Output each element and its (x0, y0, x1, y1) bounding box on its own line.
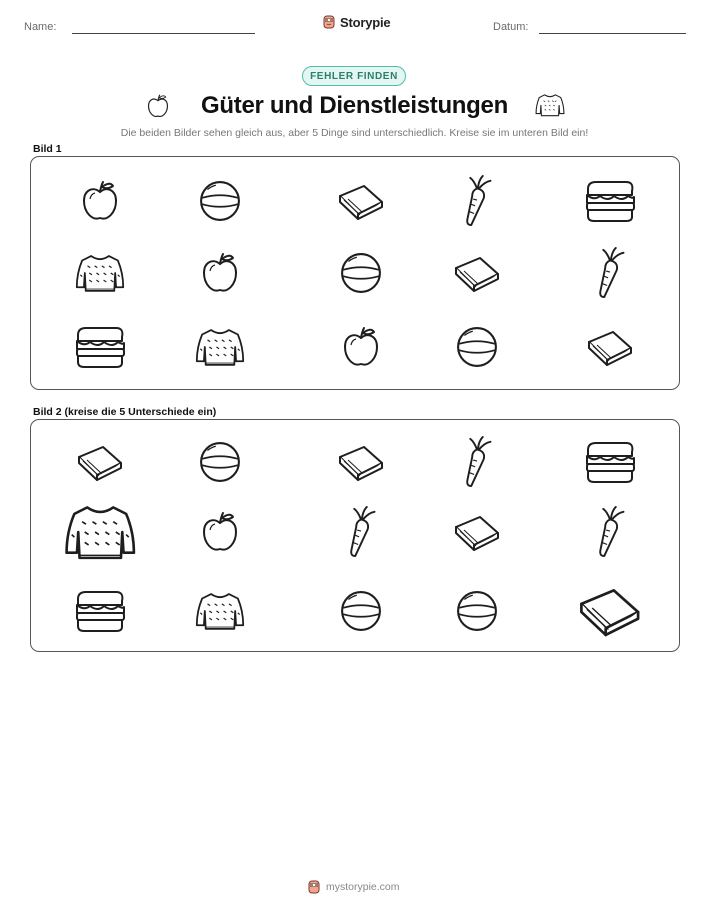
sweater-icon (75, 253, 125, 293)
apple-icon (200, 251, 240, 295)
book-icon[interactable] (336, 443, 386, 481)
sweater-icon[interactable] (64, 503, 137, 561)
carrot-icon[interactable] (460, 436, 494, 488)
carrot-icon[interactable] (593, 506, 627, 558)
picture-1-panel (30, 156, 680, 390)
book-icon (452, 254, 502, 292)
book-icon[interactable] (576, 585, 644, 636)
apple-icon[interactable] (200, 510, 240, 554)
name-line[interactable] (72, 33, 255, 34)
mode-badge: FEHLER FINDEN (302, 66, 406, 86)
carrot-icon (460, 175, 494, 227)
book-icon (336, 182, 386, 220)
apple-icon (341, 325, 381, 369)
picture-2-panel[interactable] (30, 419, 680, 652)
sandwich-icon (584, 179, 636, 223)
storypie-mascot-icon (322, 14, 336, 30)
date-label: Datum: (493, 21, 529, 33)
ball-icon[interactable] (340, 590, 382, 632)
sandwich-icon[interactable] (584, 440, 636, 484)
name-label: Name: (24, 21, 57, 33)
book-icon[interactable] (75, 443, 125, 481)
ball-icon[interactable] (456, 590, 498, 632)
title-sweater-icon (535, 93, 565, 117)
footer (307, 879, 400, 895)
brand-logo (322, 14, 390, 30)
picture-1-label: Bild 1 (33, 143, 62, 155)
date-line[interactable] (539, 33, 686, 34)
carrot-icon (593, 247, 627, 299)
carrot-icon[interactable] (344, 506, 378, 558)
ball-icon (456, 326, 498, 368)
book-icon[interactable] (452, 513, 502, 551)
sweater-icon (195, 327, 245, 367)
ball-icon (340, 252, 382, 294)
picture-2-label: Bild 2 (kreise die 5 Unterschiede ein) (33, 406, 217, 418)
page-title: Güter und Dienstleistungen (201, 92, 508, 119)
brand-name: Storypie (340, 14, 391, 30)
book-icon (585, 328, 635, 366)
sweater-icon[interactable] (195, 591, 245, 631)
footer-url[interactable]: mystorypie.com (326, 881, 400, 893)
storypie-mascot-icon (307, 879, 321, 895)
ball-icon[interactable] (199, 441, 241, 483)
sandwich-icon[interactable] (74, 589, 126, 633)
sandwich-icon (74, 325, 126, 369)
instructions-text: Die beiden Bilder sehen gleich aus, aber 5 Dinge sind unterschiedlich. Kreise sie im unteren Bild ein! (120, 127, 589, 139)
ball-icon (199, 180, 241, 222)
apple-icon (80, 179, 120, 223)
